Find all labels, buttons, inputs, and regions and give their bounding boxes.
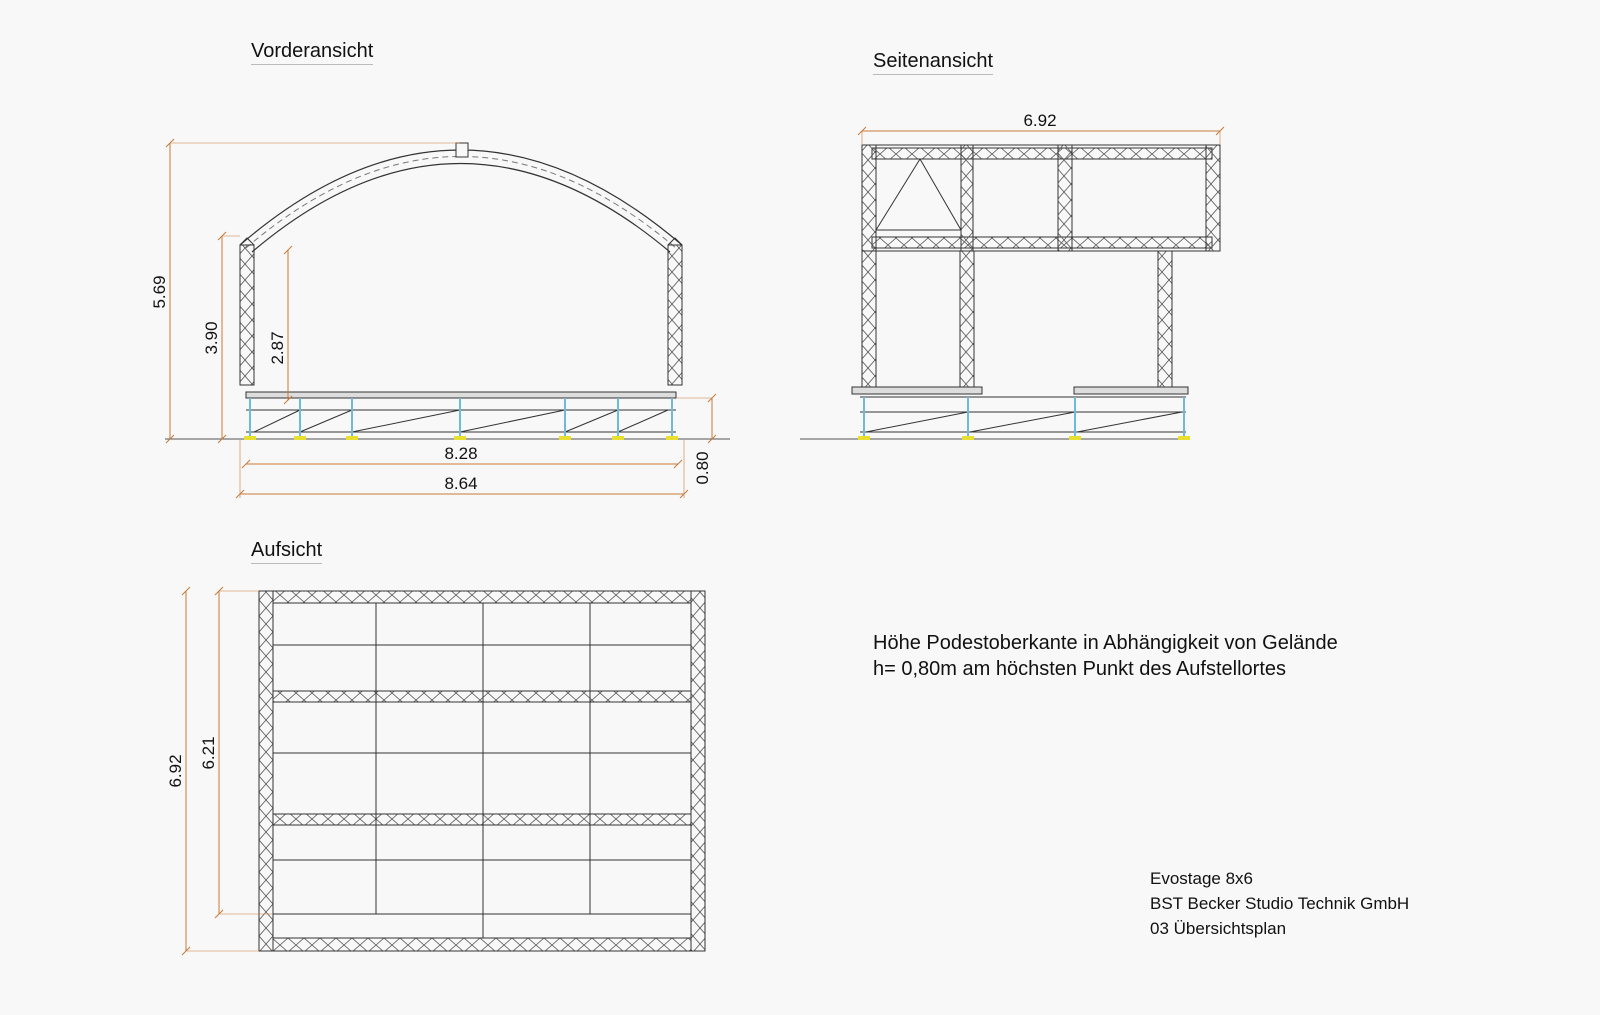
top-truss-mid1	[273, 691, 691, 702]
front-deck-legs	[250, 398, 672, 436]
height-note-line1: Höhe Podestoberkante in Abhängigkeit von Gelände	[873, 632, 1338, 654]
top-truss-front	[273, 591, 691, 603]
dim-total-height: 5.69	[150, 275, 169, 309]
top-view	[259, 591, 705, 951]
title-block-sheet: 03 Übersichtsplan	[1150, 919, 1287, 938]
top-truss-left	[259, 591, 273, 951]
side-view	[800, 145, 1220, 440]
side-columns	[862, 251, 1172, 389]
dim-inner-width: 8.28	[444, 444, 478, 463]
dim-deck-height: 0.80	[693, 451, 712, 485]
title-block-product: Evostage 8x6	[1150, 869, 1254, 888]
side-roof-frame	[862, 145, 1220, 251]
title-block	[1150, 866, 1409, 941]
arch-apex-connector	[456, 143, 468, 157]
height-note-line2: h= 0,80m am höchsten Punkt des Aufstellortes	[873, 658, 1287, 680]
front-view	[165, 143, 730, 440]
front-view-title: Vorderansicht	[251, 40, 373, 65]
top-deck-grid	[273, 603, 691, 938]
top-truss-mid2	[273, 814, 691, 825]
side-view-title: Seitenansicht	[873, 50, 993, 75]
front-dimension-labels	[150, 275, 712, 493]
title-block-company: BST Becker Studio Technik GmbH	[1150, 894, 1410, 913]
top-truss-right	[691, 591, 705, 951]
dim-side-depth: 6.92	[1023, 111, 1057, 130]
dim-outer-width: 8.64	[444, 474, 478, 493]
dim-column-height: 3.90	[202, 321, 221, 355]
dim-top-inner-depth: 6.21	[199, 736, 218, 770]
front-column-right	[668, 238, 682, 385]
front-deck	[246, 392, 676, 398]
top-truss-back	[273, 938, 691, 951]
dim-clear-height: 2.87	[268, 331, 287, 365]
top-view-title: Aufsicht	[251, 539, 322, 564]
front-arch-truss	[240, 150, 682, 252]
side-deck-legs	[864, 397, 1184, 436]
front-column-left	[240, 238, 254, 385]
side-deck	[852, 387, 1188, 432]
dim-top-outer-depth: 6.92	[166, 754, 185, 788]
height-note	[873, 630, 1338, 682]
